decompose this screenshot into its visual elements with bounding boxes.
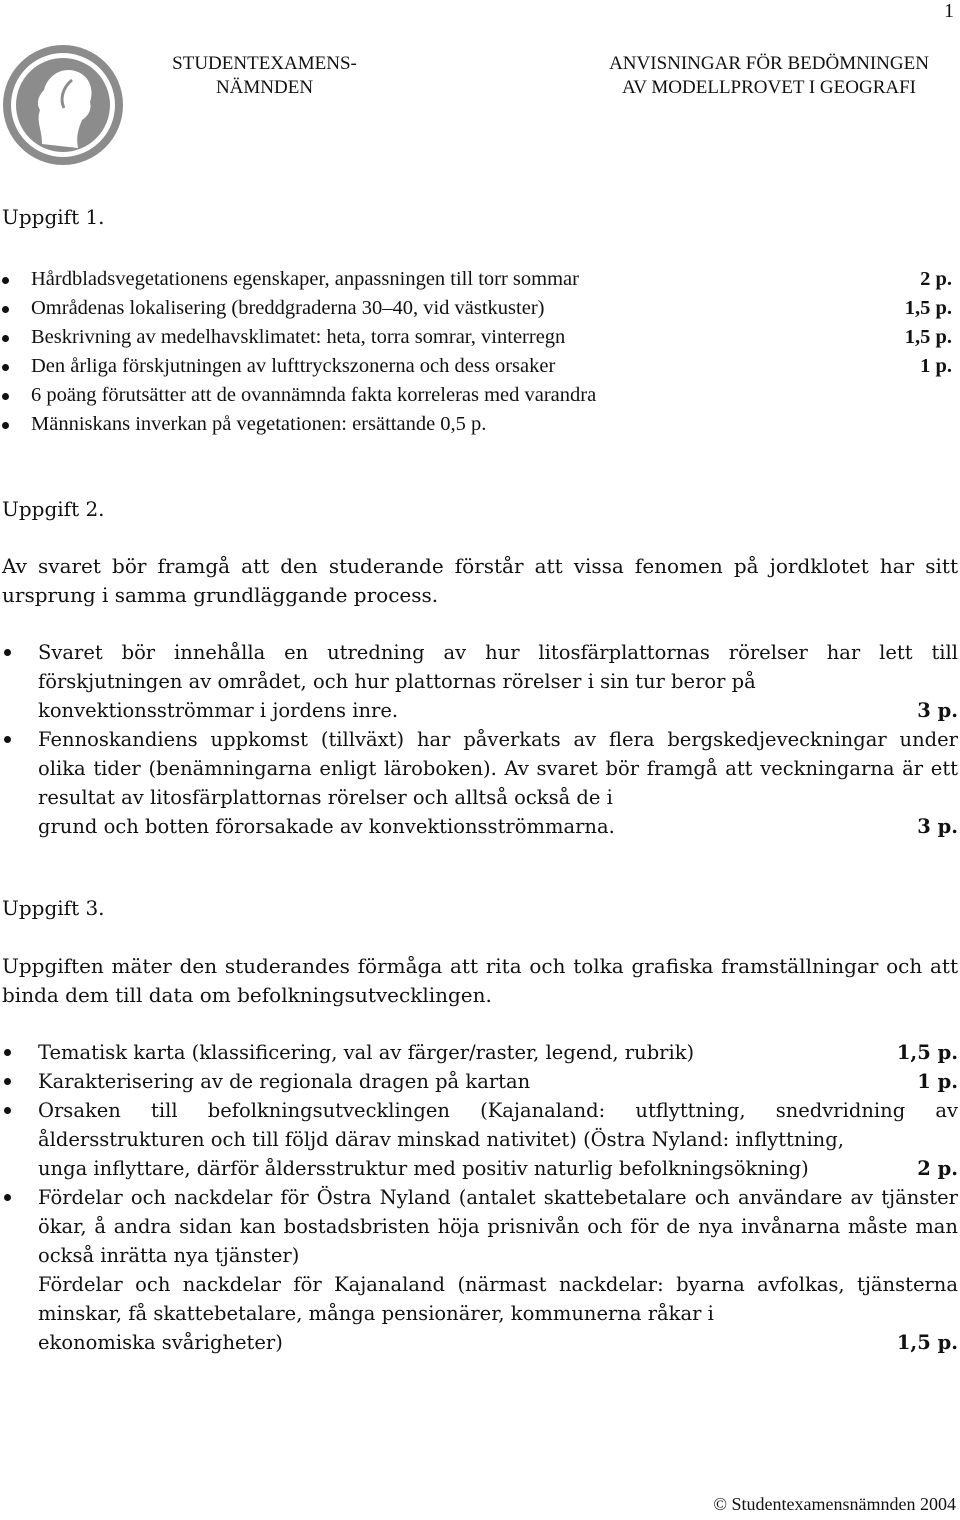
org-name bbox=[142, 52, 387, 100]
list-item: Hårdbladsvegetationens egenskaper, anpassningen till torr sommar 2 p. bbox=[0, 265, 952, 294]
list-item: Människans inverkan på vegetationen: ersättande 0,5 p. bbox=[0, 410, 952, 439]
list-item: Tematisk karta (klassificering, val av färger/raster, legend, rubrik) 1,5 p. bbox=[0, 1038, 958, 1067]
task2-heading: Uppgift 2. bbox=[2, 497, 105, 521]
page-number: 1 bbox=[944, 0, 954, 22]
list-item: Beskrivning av medelhavsklimatet: heta, torra somrar, vinterregn 1,5 p. bbox=[0, 323, 952, 352]
list-item: Fördelar och nackdelar för Östra Nyland (antalet skattebetalare och användare av tjänster ökar, å andra sidan kan bostadsbristen höja prisnivån och för de nya invånarna måste man också inrätta nya tjänster) Fördelar och nackdelar för Kajanaland (närmast nackdelar: byarna avfolkas, tjänsterna minskar, få skattebetalare, många pensionärer, kommunerna råkar i ekonomiska svårigheter) 1,5 p. bbox=[0, 1183, 958, 1357]
list-item: Karakterisering av de regionala dragen på kartan 1 p. bbox=[0, 1067, 958, 1096]
bullet-icon bbox=[2, 393, 9, 400]
list-item: Orsaken till befolkningsutvecklingen (Kajanaland: utflyttning, snedvridning av åldersstrukturen och till följd därav minskad nativitet) (Östra Nyland: inflyttning, unga inflyttare, därför åldersstruktur med positiv naturlig befolkningsökning) 2 p. bbox=[0, 1096, 958, 1183]
task3-heading: Uppgift 3. bbox=[2, 896, 105, 920]
task1-list bbox=[0, 265, 952, 439]
list-item: Områdenas lokalisering (breddgraderna 30–40, vid västkuster) 1,5 p. bbox=[0, 294, 952, 323]
list-item: 6 poäng förutsätter att de ovannämnda fakta korreleras med varandra bbox=[0, 381, 952, 410]
title-line-2: AV MODELLPROVET I GEOGRAFI bbox=[622, 77, 916, 98]
org-line-1: STUDENTEXAMENS- bbox=[172, 53, 357, 74]
bullet-icon bbox=[2, 364, 9, 371]
footer-copyright: © Studentexamensnämnden 2004 bbox=[713, 1494, 956, 1514]
studentexamen-logo-icon bbox=[2, 44, 124, 166]
task1-heading: Uppgift 1. bbox=[2, 205, 105, 229]
bullet-icon bbox=[4, 1107, 11, 1114]
bullet-icon bbox=[4, 649, 11, 656]
bullet-icon bbox=[2, 335, 9, 342]
org-line-2: NÄMNDEN bbox=[215, 77, 314, 98]
document-title bbox=[560, 52, 960, 100]
bullet-icon bbox=[2, 306, 9, 313]
list-item: Svaret bör innehålla en utredning av hur litosfärplattornas rörelser har lett till förskjutningen av området, och hur plattornas rörelser i sin tur beror på konvektionsströmmar i jordens inre. 3 p. bbox=[0, 638, 958, 725]
bullet-icon bbox=[4, 1078, 11, 1085]
task3-intro: Uppgiften mäter den studerandes förmåga att rita och tolka grafiska framställningar och att binda dem till data om befolkningsutvecklingen. bbox=[2, 954, 958, 1007]
list-item: Den årliga förskjutningen av lufttryckszonerna och dess orsaker 1 p. bbox=[0, 352, 952, 381]
bullet-icon bbox=[4, 736, 11, 743]
title-line-1: ANVISNINGAR FÖR BEDÖMNINGEN bbox=[609, 53, 929, 74]
task2-list bbox=[0, 638, 958, 841]
task2-intro: Av svaret bör framgå att den studerande förstår att vissa fenomen på jordklotet har sitt ursprung i samma grundläggande process. bbox=[2, 554, 958, 607]
bullet-icon bbox=[2, 277, 9, 284]
task3-list bbox=[0, 1038, 958, 1357]
bullet-icon bbox=[2, 422, 9, 429]
bullet-icon bbox=[4, 1049, 11, 1056]
bullet-icon bbox=[4, 1194, 11, 1201]
list-item: Fennoskandiens uppkomst (tillväxt) har påverkats av flera bergskedjeveckningar under olika tider (benämningarna enligt läroboken). Av svaret bör framgå att veckningarna är ett resultat av litosfärplattornas rörelser och alltså också de i grund och botten förorsakade av konvektionsströmmarna. 3 p. bbox=[0, 725, 958, 841]
